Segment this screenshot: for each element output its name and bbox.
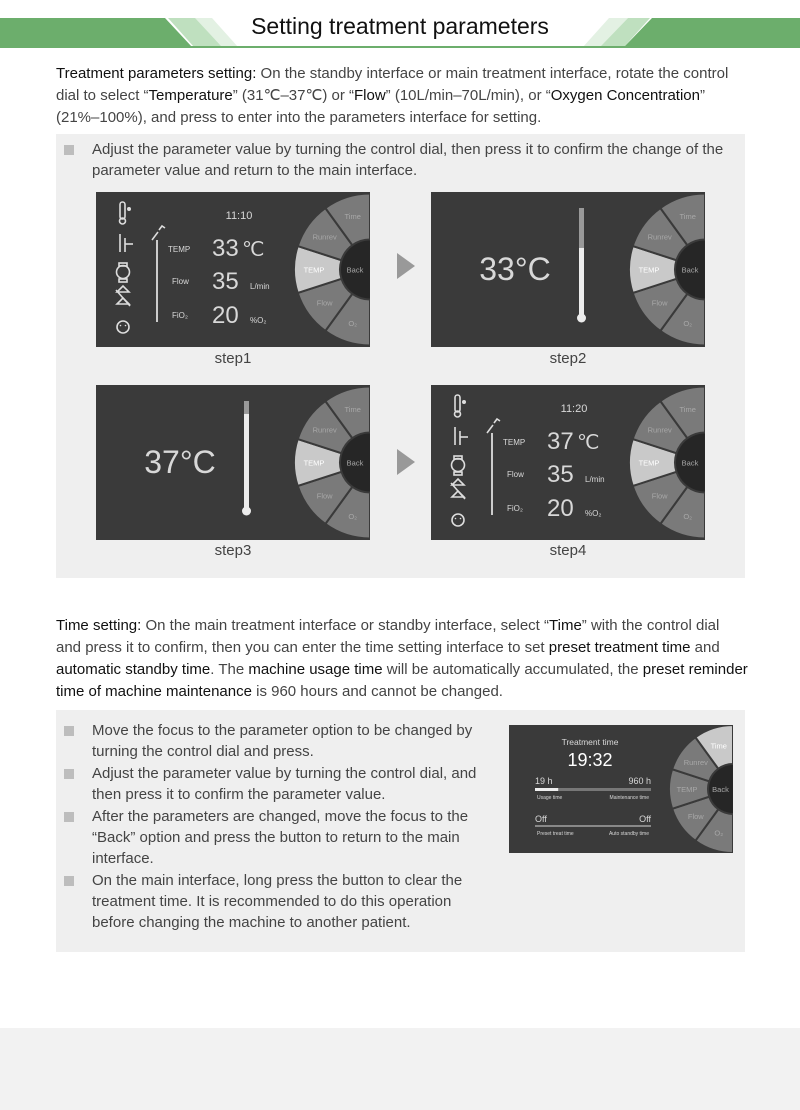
maintenance-reminder-term: preset reminder time of machine maintenance bbox=[56, 661, 748, 700]
o2-value: 20 bbox=[547, 495, 574, 522]
control-dial-menu bbox=[294, 194, 370, 346]
intro-label: Treatment parameters setting: bbox=[56, 65, 257, 82]
bullet-square bbox=[64, 726, 74, 736]
dial-label-runrev: Runrev bbox=[647, 232, 672, 242]
dial-label-time: Time bbox=[679, 405, 696, 415]
time-text-b: ” with the control dial and press it to confirm, then you can enter the time setting interface to set bbox=[56, 617, 720, 656]
page-title: Setting treatment parameters bbox=[251, 13, 549, 39]
auto-standby-term: automatic standby time bbox=[56, 661, 211, 678]
caption-step2: step2 bbox=[549, 350, 587, 367]
time-text-c: and bbox=[690, 639, 720, 656]
arrow-right-icon bbox=[397, 253, 415, 279]
dial-label-flow: Flow bbox=[651, 298, 668, 308]
arrow-right-icon bbox=[397, 449, 415, 475]
time-text-d: . The bbox=[210, 661, 249, 678]
temp-value: 33 bbox=[212, 235, 239, 262]
intro-text-c: ” (10L/min–70L/min), or “ bbox=[385, 87, 551, 104]
big-temp-value: 37°C bbox=[144, 444, 216, 480]
page-footer-band bbox=[0, 1028, 800, 1110]
caption-step1: step1 bbox=[214, 350, 252, 367]
flow-value: 35 bbox=[547, 461, 574, 488]
screen-step3 bbox=[96, 385, 370, 540]
temperature-term: Temperature bbox=[148, 87, 233, 104]
bullet-text: Adjust the parameter value by turning the control dial, then press it to confirm the change of the parameter value and return to the main interface. bbox=[92, 141, 724, 179]
control-dial-menu bbox=[629, 387, 705, 539]
time-text-a: On the main treatment interface or standby interface, select “ bbox=[145, 617, 550, 634]
dial-label-flow: Flow bbox=[316, 298, 333, 308]
clock: 11:20 bbox=[560, 403, 588, 415]
bullet-square bbox=[64, 145, 74, 155]
flow-label: Flow bbox=[172, 277, 189, 286]
bullet-text: Move the focus to the parameter option to be changed by turning the control dial and press. bbox=[92, 722, 473, 760]
temp-unit: ℃ bbox=[242, 239, 265, 261]
bullet-text: On the main interface, long press the button to clear the treatment time. It is recommended to do this operation before changing the machine to another patient. bbox=[92, 872, 463, 931]
control-dial-menu bbox=[629, 194, 705, 346]
maintenance-time-value bbox=[628, 776, 651, 786]
dial-label-runrev: Runrev bbox=[683, 757, 708, 767]
o2-unit: %O₂ bbox=[250, 316, 267, 325]
status-icons bbox=[116, 202, 133, 333]
water-tank-icon bbox=[452, 456, 465, 475]
preset-treatment-term: preset treatment time bbox=[548, 639, 691, 656]
clock: 11:10 bbox=[225, 210, 253, 222]
dial-label-time: Time bbox=[710, 741, 727, 751]
dial-label-back: Back bbox=[681, 458, 699, 468]
bullet-square bbox=[64, 769, 74, 779]
screen-time-setting bbox=[509, 725, 733, 853]
o2-unit: %O₂ bbox=[585, 509, 602, 518]
bullet-text: Adjust the parameter value by turning the control dial, and then press it to confirm the parameter value. bbox=[92, 765, 477, 803]
intro-text-b: ” (31℃–37℃) or “ bbox=[232, 87, 354, 104]
status-icons bbox=[451, 395, 468, 526]
control-dial-menu bbox=[669, 725, 733, 853]
big-temp-value: 33°C bbox=[479, 251, 551, 287]
preset-treat-time-value: Off bbox=[535, 814, 547, 824]
usage-progress-fill bbox=[535, 788, 558, 791]
flow-label: Flow bbox=[507, 470, 524, 479]
alarm-muted-icon bbox=[116, 286, 130, 306]
caption-step3: step3 bbox=[214, 542, 252, 559]
patient-icon bbox=[117, 321, 129, 333]
temp-label: TEMP bbox=[168, 245, 191, 254]
time-bullet bbox=[64, 806, 492, 869]
control-dial-menu bbox=[294, 387, 370, 539]
dial-label-time: Time bbox=[344, 405, 361, 415]
fio2-label: FiO₂ bbox=[172, 311, 188, 320]
bullet-square bbox=[64, 812, 74, 822]
dial-label-flow: Flow bbox=[316, 491, 333, 501]
dial-label-runrev: Runrev bbox=[647, 425, 672, 435]
usage-time-term: machine usage time bbox=[248, 661, 383, 678]
time-bullet bbox=[64, 720, 492, 762]
dial-label-back: Back bbox=[681, 265, 699, 275]
cannula-icon bbox=[152, 226, 165, 240]
flow-unit: L/min bbox=[250, 282, 270, 291]
time-setting-intro bbox=[56, 615, 748, 703]
dial-label-flow: Flow bbox=[651, 491, 668, 501]
caption-step4: step4 bbox=[549, 542, 587, 559]
patient-icon bbox=[452, 514, 464, 526]
dial-label-time: Time bbox=[344, 212, 361, 222]
time-bullet bbox=[64, 763, 492, 805]
dial-label-back: Back bbox=[346, 265, 364, 275]
dial-label-o2: O₂ bbox=[714, 828, 724, 838]
treatment-time-value: 19:32 bbox=[567, 750, 613, 770]
dial-label-temp: TEMP bbox=[638, 265, 660, 275]
fio2-label: FiO₂ bbox=[507, 504, 523, 513]
treatment-params-intro bbox=[56, 63, 748, 129]
thermometer-icon bbox=[455, 395, 467, 417]
oxygen-term: Oxygen Concentration bbox=[550, 87, 700, 104]
usage-time-number: 19 bbox=[535, 776, 546, 786]
water-tank-icon bbox=[117, 263, 130, 282]
auto-standby-value: Off bbox=[639, 814, 651, 824]
header-banner bbox=[0, 0, 800, 50]
flow-value: 35 bbox=[212, 268, 239, 295]
dial-label-o2: O₂ bbox=[348, 511, 358, 521]
dial-label-back: Back bbox=[346, 458, 364, 468]
dial-label-temp: TEMP bbox=[303, 265, 325, 275]
temperature-gauge bbox=[242, 401, 251, 516]
time-setting-label: Time setting: bbox=[56, 617, 142, 634]
time-text-f: is 960 hours and cannot be changed. bbox=[251, 683, 503, 700]
screen-step4 bbox=[431, 385, 705, 540]
dial-label-temp: TEMP bbox=[303, 458, 325, 468]
intro-text-a: On the standby interface or main treatment interface, rotate the control dial to select “ bbox=[56, 65, 729, 104]
screen-step1 bbox=[96, 192, 370, 347]
dial-label-o2: O₂ bbox=[348, 318, 358, 328]
thermometer-icon bbox=[120, 202, 132, 224]
humidifier-icon bbox=[120, 234, 133, 252]
dial-label-o2: O₂ bbox=[683, 511, 693, 521]
cannula-icon bbox=[487, 419, 500, 433]
humidifier-icon bbox=[455, 427, 468, 445]
intro-text-d: ” (21%–100%), and press to enter into the parameters interface for setting. bbox=[56, 87, 705, 126]
flow-unit: L/min bbox=[585, 475, 605, 484]
time-term: Time bbox=[549, 617, 582, 634]
temperature-gauge bbox=[577, 208, 586, 323]
usage-time-unit: h bbox=[547, 776, 553, 786]
flow-term: Flow bbox=[354, 87, 386, 104]
dial-label-back: Back bbox=[712, 785, 729, 794]
dial-label-temp: TEMP bbox=[638, 458, 660, 468]
maintenance-time-number: 960 bbox=[628, 776, 644, 786]
dial-label-flow: Flow bbox=[687, 812, 704, 822]
treatment-time-title: Treatment time bbox=[561, 737, 619, 747]
bullet-square bbox=[64, 876, 74, 886]
bullet-text: After the parameters are changed, move the focus to the “Back” option and press the button to return to the main interface. bbox=[92, 808, 469, 867]
screen-step2 bbox=[431, 192, 705, 347]
maintenance-time-label: Maintenance time bbox=[609, 795, 649, 801]
dial-label-o2: O₂ bbox=[683, 318, 693, 328]
temp-value: 37 bbox=[547, 428, 574, 455]
bullet-adjust-parameter bbox=[64, 139, 736, 181]
preset-treat-time-label: Preset treat time bbox=[537, 831, 574, 837]
auto-standby-label: Auto standby time bbox=[608, 831, 649, 837]
dial-label-runrev: Runrev bbox=[312, 425, 337, 435]
dial-label-temp: TEMP bbox=[676, 785, 698, 794]
temp-unit: ℃ bbox=[577, 432, 600, 454]
time-text-e: will be automatically accumulated, the bbox=[382, 661, 643, 678]
maintenance-time-unit: h bbox=[645, 776, 651, 786]
alarm-muted-icon bbox=[451, 479, 465, 499]
usage-time-label: Usage time bbox=[537, 795, 563, 801]
temp-label: TEMP bbox=[503, 438, 526, 447]
dial-label-time: Time bbox=[679, 212, 696, 222]
time-bullet bbox=[64, 870, 492, 933]
dial-label-runrev: Runrev bbox=[312, 232, 337, 242]
preset-time-track bbox=[535, 825, 651, 827]
o2-value: 20 bbox=[212, 302, 239, 329]
usage-time-value bbox=[535, 776, 553, 786]
